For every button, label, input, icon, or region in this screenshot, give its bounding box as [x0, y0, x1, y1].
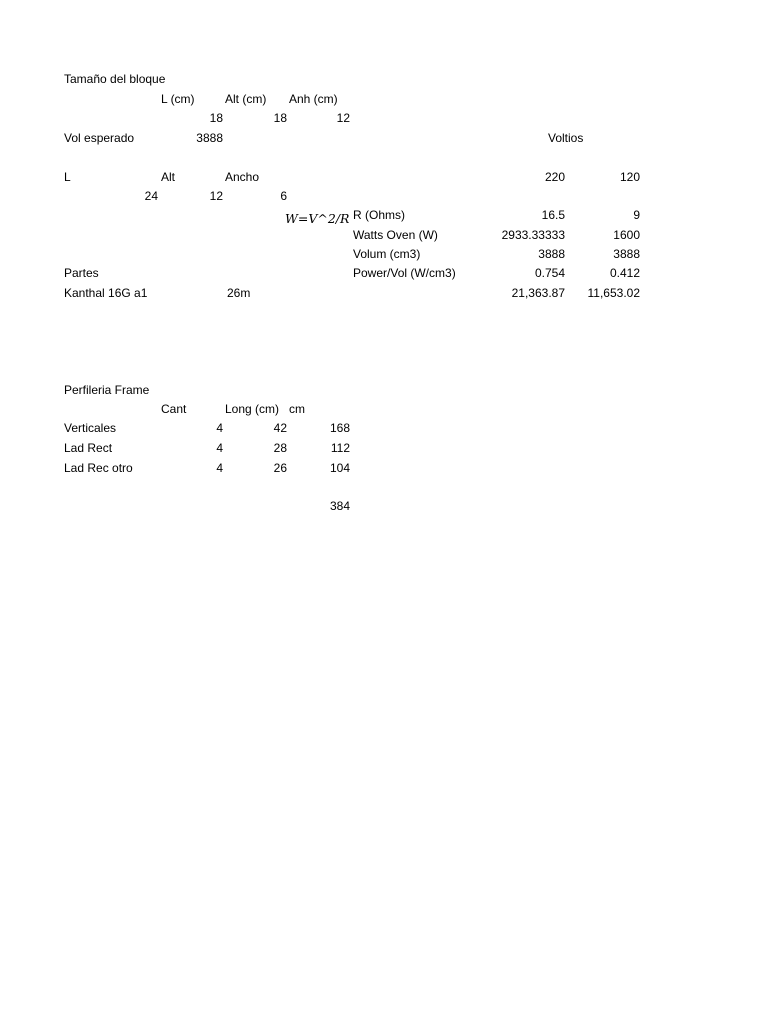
vol-esperado-label: Vol esperado [64, 131, 135, 145]
frame-row-cant: 4 [216, 421, 223, 435]
dims-header-ancho: Ancho [225, 170, 260, 184]
r-ohms-120: 9 [633, 208, 640, 222]
vol-esperado-value: 3888 [196, 131, 223, 145]
row-label-watts-oven: Watts Oven (W) [353, 228, 438, 242]
row-label-r-ohms: R (Ohms) [353, 208, 405, 222]
frame-row-cant: 4 [216, 461, 223, 475]
bloque-header-l: L (cm) [161, 92, 195, 106]
voltios-title: Voltios [548, 131, 584, 145]
frame-row-long: 28 [273, 441, 287, 455]
frame-row-label-lad-rec-otro: Lad Rec otro [64, 461, 133, 475]
kanthal-value: 26m [227, 286, 251, 300]
power-vol-220: 0.754 [534, 266, 565, 280]
row-label-volum: Volum (cm3) [353, 247, 421, 261]
dims-value-l: 24 [144, 189, 158, 203]
frame-header-cant: Cant [161, 402, 187, 416]
dims-header-alt: Alt [161, 170, 176, 184]
voltios-col-120: 120 [619, 170, 640, 184]
frame-total: 384 [329, 499, 350, 513]
bloque-header-alt: Alt (cm) [225, 92, 267, 106]
frame-row-label-lad-rect: Lad Rect [64, 441, 113, 455]
bloque-header-anh: Anh (cm) [289, 92, 338, 106]
frame-row-cant: 4 [216, 441, 223, 455]
r-ohms-220: 16.5 [541, 208, 565, 222]
bloque-title: Tamaño del bloque [64, 72, 166, 86]
frame-row-cm: 112 [330, 441, 350, 455]
watts-oven-120: 1600 [613, 228, 640, 242]
row-label-power-vol: Power/Vol (W/cm3) [353, 266, 456, 280]
frame-row-cm: 168 [329, 421, 350, 435]
power-vol-120: 0.412 [609, 266, 640, 280]
watts-oven-220: 2933.33333 [501, 228, 565, 242]
frame-title: Perfileria Frame [64, 383, 150, 397]
frame-row-long: 42 [273, 421, 287, 435]
volum-120: 3888 [613, 247, 640, 261]
frame-header-cm: cm [289, 402, 305, 416]
extra-value-220: 21,363.87 [511, 286, 565, 300]
bloque-value-l: 18 [209, 111, 223, 125]
frame-row-label-verticales: Verticales [64, 421, 117, 435]
volum-220: 3888 [538, 247, 565, 261]
frame-row-long: 26 [273, 461, 287, 475]
power-formula: W=V^2/R [285, 211, 350, 226]
partes-title: Partes [64, 266, 99, 280]
kanthal-label: Kanthal 16G a1 [64, 286, 148, 300]
voltios-col-220: 220 [544, 170, 565, 184]
bloque-value-anh: 12 [336, 111, 350, 125]
frame-row-cm: 104 [329, 461, 350, 475]
extra-value-120: 11,653.02 [587, 286, 640, 300]
bloque-value-alt: 18 [273, 111, 287, 125]
dims-header-l: L [64, 170, 71, 184]
frame-header-long: Long (cm) [225, 402, 280, 416]
dims-value-ancho: 6 [280, 189, 287, 203]
dims-value-alt: 12 [209, 189, 223, 203]
